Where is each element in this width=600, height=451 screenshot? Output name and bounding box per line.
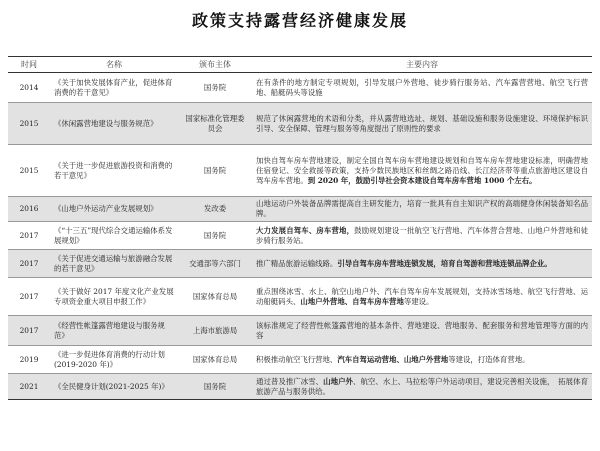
content-text: 鼓励规划建设一批航空飞行营地、汽车体营合营地、山地户外营地和徒步骑行服务站。 bbox=[256, 225, 588, 245]
row-year: 2014 bbox=[8, 73, 50, 103]
content-text: 推广精品旅游运输线路。 bbox=[256, 258, 338, 268]
row-year: 2017 bbox=[8, 316, 50, 346]
row-policy-name: 《山地户外运动产业发展规划》 bbox=[50, 197, 178, 222]
row-policy-name: 《关于促进交通运输与旅游融合发展的若干意见》 bbox=[50, 250, 178, 278]
content-text: 积极推动航空飞行营地、 bbox=[256, 354, 338, 364]
row-year: 2017 bbox=[8, 222, 50, 250]
table-row bbox=[8, 316, 592, 346]
content-text: 在有条件的地方制定专项规划，引导发展户外营地、徒步骑行服务站、汽车露营营地、航空飞行营地、船艇码头等设施 bbox=[256, 77, 588, 97]
row-issuer: 上海市旅游局 bbox=[178, 316, 252, 346]
row-issuer: 交通部等六部门 bbox=[178, 250, 252, 278]
row-issuer: 国务院 bbox=[178, 222, 252, 250]
content-emphasis: 山地户外 bbox=[323, 376, 353, 386]
table-row bbox=[8, 374, 592, 400]
content-text: 加快自驾车房车营地建设，制定全国自驾车房车营地建设规划和自驾车房车营地建设标准，明确营地住宿登记、安全救援等政策，支持少数民族地区和丝绸之路沿线、长江经济带等重点旅游地区建设自驾车房车营地。 bbox=[256, 155, 588, 185]
row-year: 2017 bbox=[8, 250, 50, 278]
row-year: 2017 bbox=[8, 278, 50, 316]
row-policy-name: 《关于加快发展体育产业，促进体育消费的若干意见》 bbox=[50, 73, 178, 103]
table-row bbox=[8, 278, 592, 316]
content-text: 、航空、水上、马拉松等户外运动项目，建设完善相关设施， 拓展体育旅游产品与服务供给。 bbox=[256, 376, 588, 396]
policy-table bbox=[8, 56, 592, 400]
row-content bbox=[252, 197, 592, 222]
table-row bbox=[8, 103, 592, 145]
header-content: 主要内容 bbox=[252, 57, 592, 73]
row-content bbox=[252, 316, 592, 346]
row-issuer: 国家体育总局 bbox=[178, 278, 252, 316]
row-issuer: 发改委 bbox=[178, 197, 252, 222]
content-text: 重点围绕冰雪、水上、航空山地户外、汽车自驾车房车发展规划，支持冰雪场地、航空飞行营地、运动船艇码头、 bbox=[256, 286, 588, 306]
row-content bbox=[252, 103, 592, 145]
row-issuer: 国家体育总局 bbox=[178, 346, 252, 374]
row-year: 2021 bbox=[8, 374, 50, 400]
row-issuer: 国务院 bbox=[178, 374, 252, 400]
content-text: 通过普及推广冰雪、 bbox=[256, 376, 324, 386]
content-text: 规范了休闲露营地的术语和分类，并从露营地选址、规划、基础设施和服务设施建设、环境保护标识引导、安全保障、管理与服务等角度提出了原则性的要求 bbox=[256, 113, 588, 133]
row-content bbox=[252, 222, 592, 250]
content-emphasis: 大力发展自驾车、房车营地， bbox=[256, 225, 355, 235]
row-issuer: 国务院 bbox=[178, 145, 252, 197]
content-emphasis: 到 2020 年，鼓励引导社会资本建设自驾车房车营地 1000 个左右。 bbox=[307, 175, 537, 185]
row-policy-name: 《关于进一步促进旅游投资和消费的若干意见》 bbox=[50, 145, 178, 197]
table-row bbox=[8, 73, 592, 103]
page-title: 政策支持露营经济健康发展 bbox=[191, 11, 408, 30]
row-year: 2015 bbox=[8, 103, 50, 145]
row-issuer: 国家标准化管理委员会 bbox=[178, 103, 252, 145]
table-row bbox=[8, 197, 592, 222]
content-text: 等建设。 bbox=[403, 296, 434, 306]
table-row bbox=[8, 222, 592, 250]
content-text: 等建设，打造体育营地。 bbox=[448, 354, 530, 364]
table-header-row bbox=[8, 57, 592, 73]
content-text: 山地运动户外装备品牌需提高自主研发能力，培育一批具有自主知识产权的高端健身休闲装备知名品牌。 bbox=[256, 199, 588, 218]
row-issuer: 国务院 bbox=[178, 73, 252, 103]
row-policy-name: 《全民健身计划(2021-2025 年)》 bbox=[50, 374, 178, 400]
row-policy-name: 《经营性帐篷露营地建设与服务规范》 bbox=[50, 316, 178, 346]
table-row bbox=[8, 145, 592, 197]
content-emphasis: 山地户外营地、自驾车房车营地 bbox=[300, 296, 404, 306]
header-org: 颁布主体 bbox=[178, 57, 252, 73]
row-content bbox=[252, 250, 592, 278]
row-content bbox=[252, 346, 592, 374]
content-text: 该标准规定了经营性帐篷露营地的基本条件、营地建设、营地服务、配套服务和营地管理等方面的内容 bbox=[256, 320, 588, 340]
table-row bbox=[8, 346, 592, 374]
row-policy-name: 《进一步促进体育消费的行动计划(2019-2020 年)》 bbox=[50, 346, 178, 374]
row-year: 2016 bbox=[8, 197, 50, 222]
row-policy-name: 《休闲露营地建设与服务规范》 bbox=[50, 103, 178, 145]
row-policy-name: 《关于做好 2017 年度文化产业发展专项资金重大项目申报工作》 bbox=[50, 278, 178, 316]
row-content bbox=[252, 278, 592, 316]
row-policy-name: 《“十三五”现代综合交通运输体系发展规划》 bbox=[50, 222, 178, 250]
row-content bbox=[252, 145, 592, 197]
row-content bbox=[252, 374, 592, 400]
content-emphasis: 汽车自驾运动营地、山地户外营地 bbox=[337, 354, 449, 364]
row-year: 2015 bbox=[8, 145, 50, 197]
row-year: 2019 bbox=[8, 346, 50, 374]
header-year: 时间 bbox=[8, 57, 50, 73]
table-row bbox=[8, 250, 592, 278]
content-emphasis: 引导自驾车房车营地连锁发展，培育自驾游和营地连锁品牌企业。 bbox=[337, 258, 552, 268]
row-content bbox=[252, 73, 592, 103]
header-name: 名称 bbox=[50, 57, 178, 73]
